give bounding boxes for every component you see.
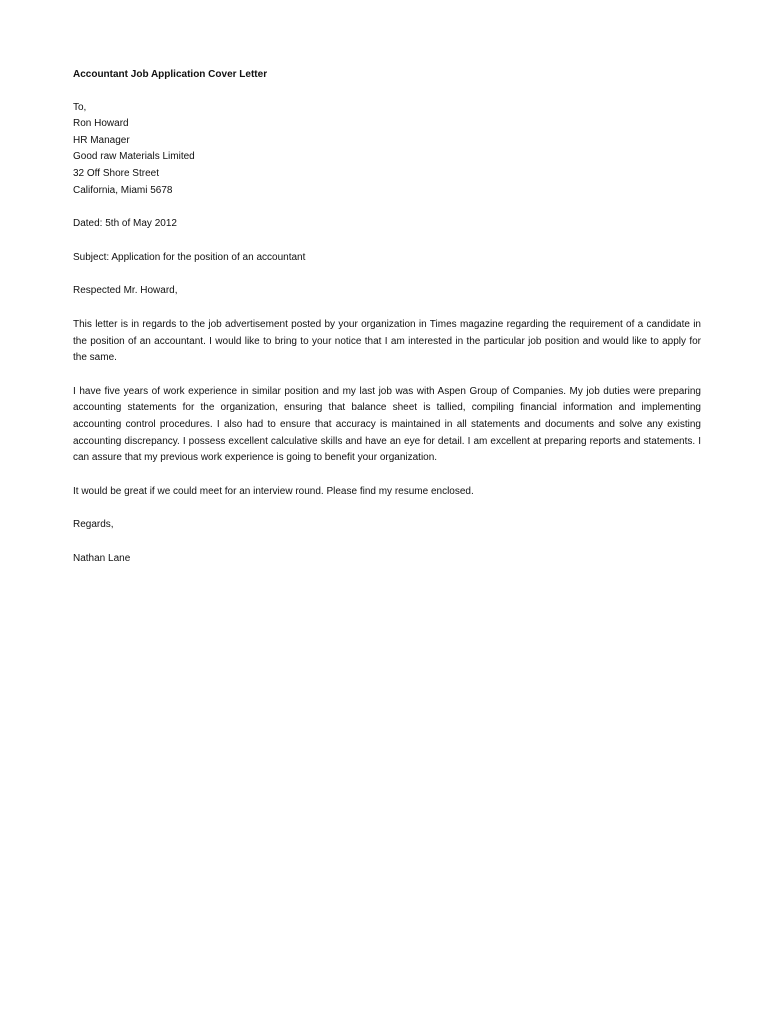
letter-closing: Regards, bbox=[73, 519, 114, 531]
letter-paragraph-3: It would be great if we could meet for an interview round. Please find my resume enclosed. bbox=[73, 485, 474, 497]
letter-salutation: Respected Mr. Howard, bbox=[73, 285, 178, 297]
letter-title: Accountant Job Application Cover Letter bbox=[73, 69, 268, 80]
recipient-city: California, Miami 5678 bbox=[73, 184, 173, 196]
recipient-address bbox=[73, 100, 701, 200]
letter-signature: Nathan Lane bbox=[73, 552, 131, 564]
letter-subject: Subject: Application for the position of an accountant bbox=[73, 251, 306, 263]
letter-date: Dated: 5th of May 2012 bbox=[73, 218, 177, 230]
letter-paragraph-1: This letter is in regards to the job advertisement posted by your organization in Times magazine regarding the requirement of a candidate in the position of an accountant. I would like to bring to your notice that I am interested in the particular job position and would like to apply for the same. bbox=[73, 318, 701, 364]
letter-page bbox=[73, 67, 701, 584]
letter-paragraph-2: I have five years of work experience in similar position and my last job was with Aspen Group of Companies. My job duties were preparing accounting statements for the organization, ensuring that balance sheet is tallied, compiling financial information and implementing accounting control procedures. I also had to ensure that accuracy is maintained in all statements and documents and solve any existing accounting discrepancy. I possess excellent calculative skills and have an eye for detail. I am excellent at preparing reports and statements. I can assure that my previous work experience is going to benefit your organization. bbox=[73, 385, 701, 464]
recipient-street: 32 Off Shore Street bbox=[73, 167, 159, 179]
recipient-name: Ron Howard bbox=[73, 118, 129, 130]
recipient-company: Good raw Materials Limited bbox=[73, 151, 195, 163]
recipient-to: To, bbox=[73, 101, 87, 113]
recipient-role: HR Manager bbox=[73, 134, 130, 146]
